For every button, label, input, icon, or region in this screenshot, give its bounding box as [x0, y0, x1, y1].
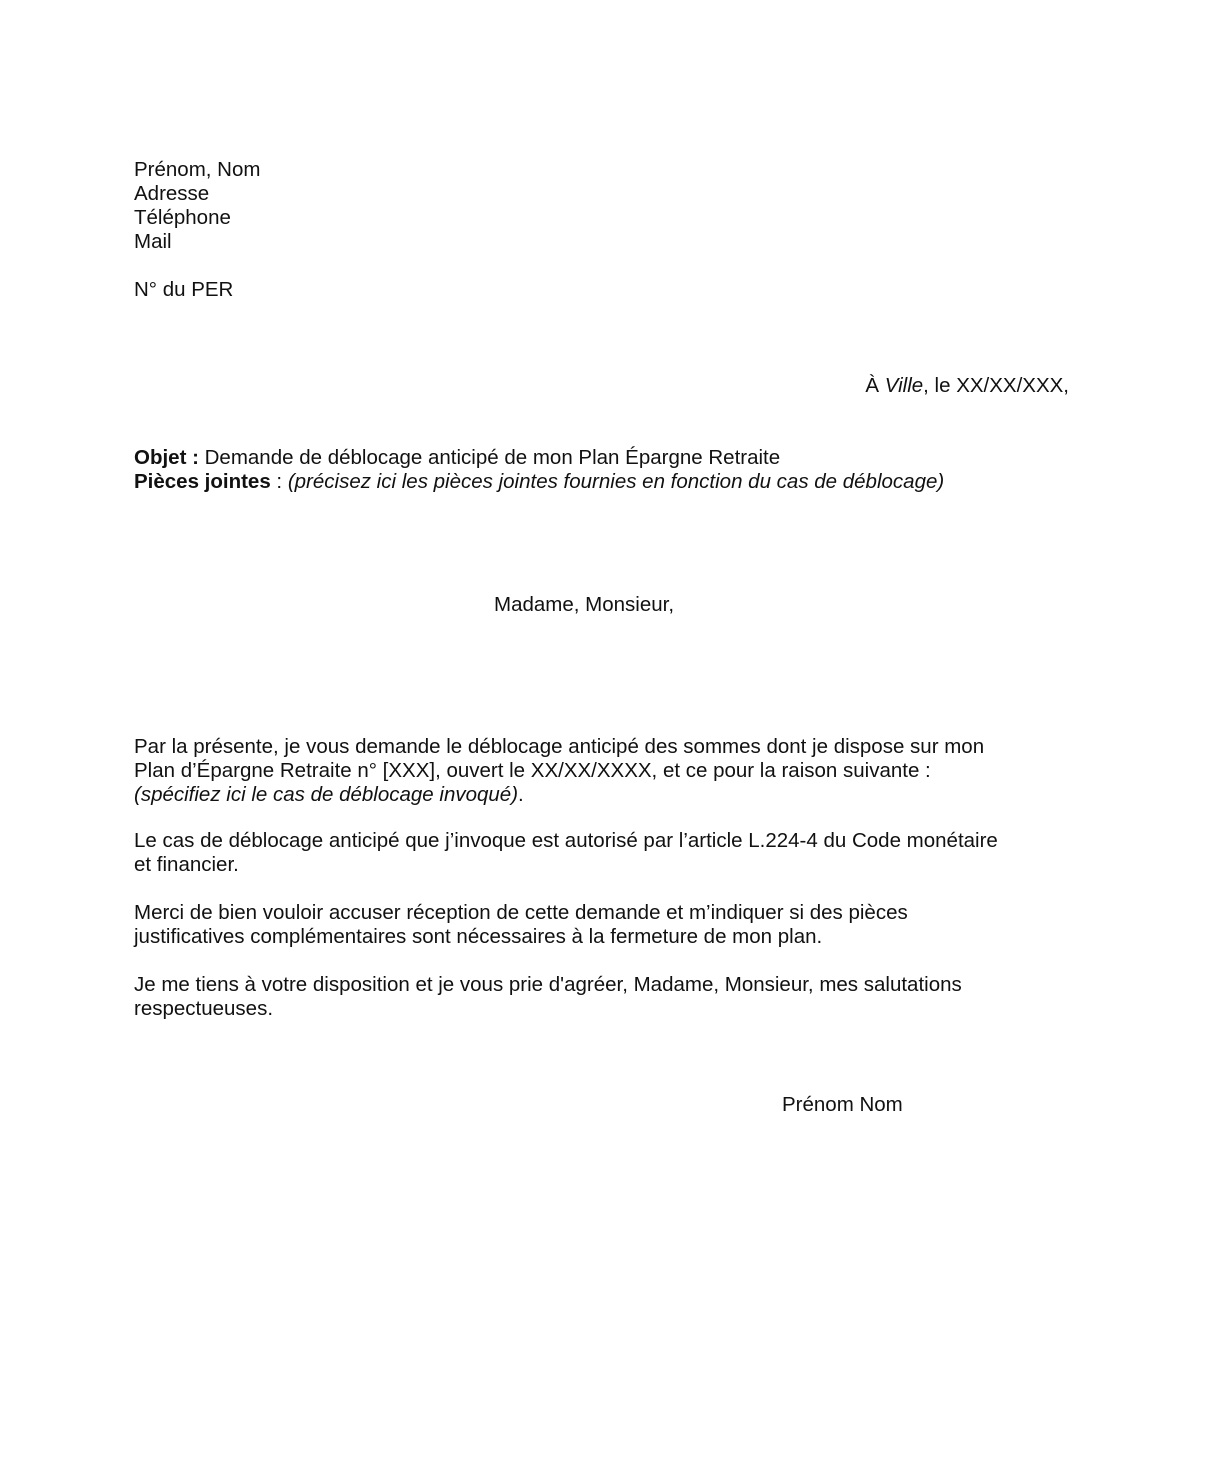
sender-block: [134, 158, 1074, 254]
place-date-city: Ville: [884, 374, 924, 397]
paragraph-closing: [134, 973, 1074, 1021]
subject-text: Demande de déblocage anticipé de mon Plan Épargne Retraite: [198, 446, 781, 469]
subject-label: Objet :: [134, 446, 199, 469]
sender-address: Adresse: [134, 182, 210, 205]
per-number: N° du PER: [134, 278, 234, 301]
paragraph-line: Merci de bien vouloir accuser réception de cette demande et m’indiquer si des pièces: [134, 901, 908, 924]
reason-note: (spécifiez ici le cas de déblocage invoqué): [134, 783, 519, 806]
sender-mail: Mail: [134, 230, 172, 253]
salutation: Madame, Monsieur,: [494, 593, 675, 616]
attachments-line: [134, 470, 1074, 494]
per-number-block: [134, 278, 1074, 302]
attachments-label: Pièces jointes: [134, 470, 271, 493]
place-date: [865, 374, 1069, 398]
reason-end: .: [518, 783, 524, 806]
place-date-prefix: À: [865, 374, 885, 397]
paragraph-line: [134, 783, 1074, 807]
subject-line: [134, 446, 1074, 470]
paragraph-line: Par la présente, je vous demande le déblocage anticipé des sommes dont je dispose sur mon: [134, 735, 985, 758]
paragraph-line: justificatives complémentaires sont nécessaires à la fermeture de mon plan.: [134, 925, 823, 948]
paragraph-line: Plan d’Épargne Retraite n° [XXX], ouvert le XX/XX/XXXX, et ce pour la raison suivante :: [134, 759, 931, 782]
subject-block: [134, 446, 1074, 494]
paragraph-request: [134, 735, 1074, 807]
attachments-note: (précisez ici les pièces jointes fournies en fonction du cas de déblocage): [287, 470, 945, 493]
paragraph-acknowledgement: [134, 901, 1074, 949]
paragraph-line: respectueuses.: [134, 997, 274, 1020]
sender-name: Prénom, Nom: [134, 158, 261, 181]
paragraph-line: Le cas de déblocage anticipé que j’invoque est autorisé par l’article L.224-4 du Code monétaire: [134, 829, 998, 852]
place-date-suffix: , le XX/XX/XXX,: [923, 374, 1069, 397]
attachments-separator: :: [270, 470, 288, 493]
signature: Prénom Nom: [782, 1093, 903, 1116]
paragraph-line: et financier.: [134, 853, 239, 876]
sender-phone: Téléphone: [134, 206, 231, 229]
paragraph-legal-basis: [134, 829, 1074, 877]
paragraph-line: Je me tiens à votre disposition et je vous prie d'agréer, Madame, Monsieur, mes salutations: [134, 973, 962, 996]
